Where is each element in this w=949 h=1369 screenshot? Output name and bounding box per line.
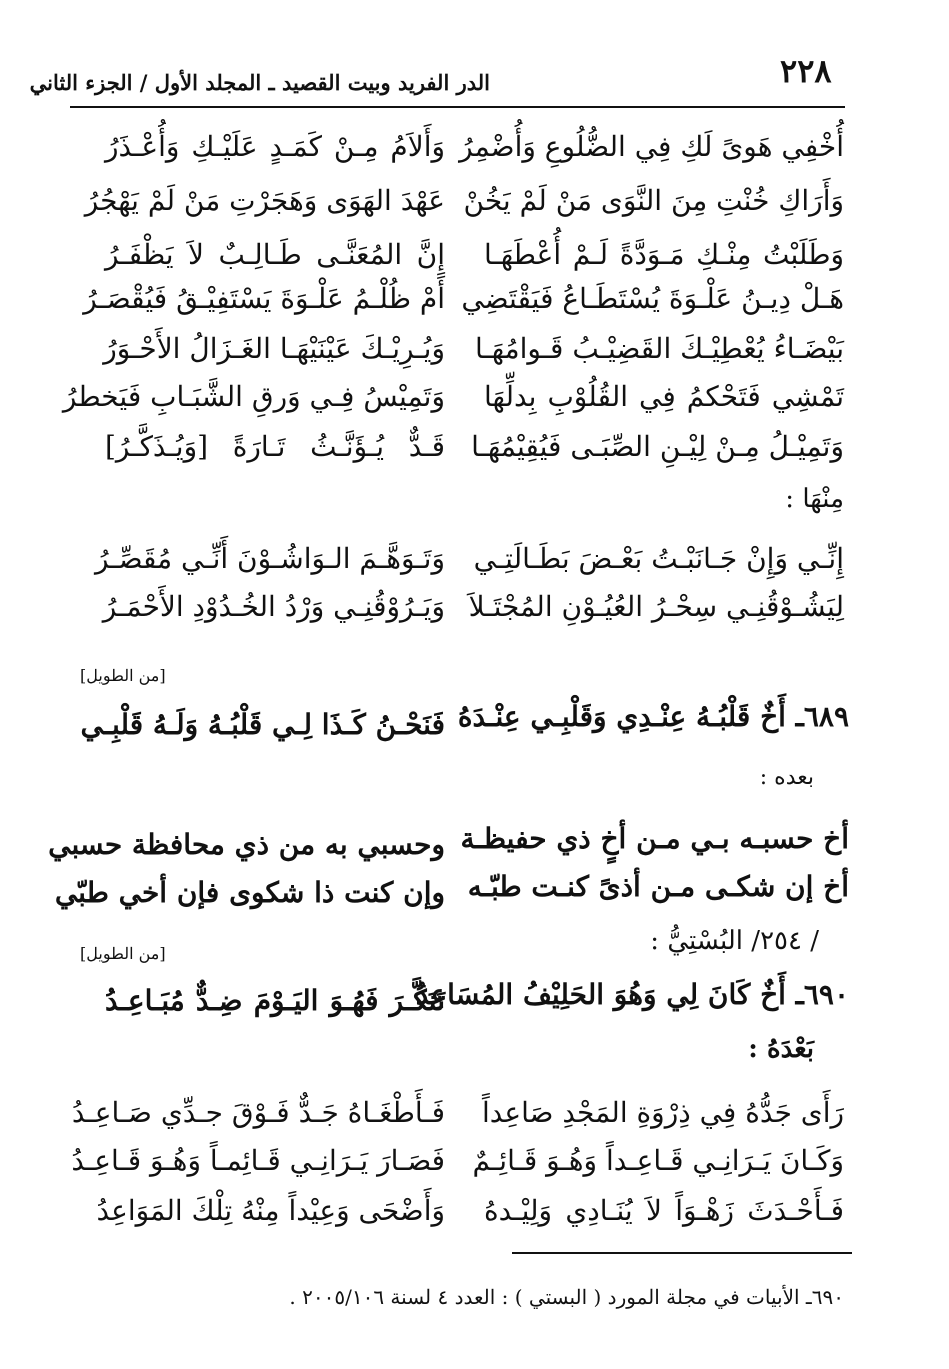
- verse-second-hemistich: تَنَكَّـرَ فَهُـوَ اليَـوْمَ ضِـدٌّ مُبَـاعِـدُ: [105, 984, 445, 1017]
- verse-first-hemistich: هَـلْ دِيـنُ عَلْـوَةَ يُسْتَطَـاعُ فَيَقْتَضِي: [461, 282, 844, 315]
- verse-second-hemistich: عَهْدَ الهَوَى وَهَجَرْتِ مَنْ لَمْ يَهْجُرُ: [84, 184, 445, 217]
- after-label: بَعْدَهُ :: [748, 1034, 814, 1064]
- verse-first-hemistich: رَأَى جَدُّهُ فِي ذِرْوَةِ المَجْدِ صَاعِداً: [481, 1096, 844, 1129]
- verse-numbered-first-hemistich: ٦٨٩ـ أَخٌ قَلْبُـهُ عِنْـدِي وَقَلْبِـي عِنْـدَهُ: [457, 700, 849, 733]
- verse-second-hemistich: وَيَـرُوْقُنِـي وَرْدُ الخُـدُوْدِ الأَحْمَـرُ: [102, 590, 445, 623]
- verse-first-hemistich: أُخْفِي هَوىً لَكِ فِي الضُّلُوعِ وَأُضْمِرُ: [459, 130, 844, 163]
- verse-second-hemistich: وَتَـوَهَّـمَ الـوَاشُـوْنَ أَنِّـي مُقَصِّـرُ: [95, 542, 445, 575]
- verse-first-hemistich: أخ حسبـه بـي مـن أخٍ ذي حفيظـة: [460, 822, 849, 855]
- verse-first-hemistich: وَكَـانَ يَـرَانِـي قَـاعِـداً وَهُـوَ قَـائِـمٌ: [472, 1144, 844, 1177]
- verse-second-hemistich: إِنَّ المُعَنَّـى طَـالِـبٌ لاَ يَظْفَـرُ: [105, 238, 445, 271]
- verse-first-hemistich: إِنِّـي وَإِنْ جَـانَبْـتُ بَعْـضَ بَطَـالَتِـي: [473, 542, 844, 575]
- verse-first-hemistich: أخ إن شكـى مـن أذىً كنـت طبّـه: [467, 870, 849, 903]
- verse-first-hemistich: وَأَرَاكِ خُنْتِ مِنَ النَّوَى مَنْ لَمْ يَخُنْ: [463, 184, 844, 217]
- verse-first-hemistich: وَتَمِيْـلُ مِـنْ لِيْـنِ الصِّبَـى فَيُقِيْمُهَـا: [471, 430, 844, 463]
- page-number: ٢٢٨: [780, 52, 832, 90]
- verse-first-hemistich: تَمْشِي فَتَحْكمُ فِي القُلُوْبِ بِدلِّهَا: [484, 380, 844, 413]
- minha-label: مِنْهَا :: [785, 484, 844, 514]
- verse-second-hemistich: وَتَمِيْسُ فِـي وَرقِ الشَّبَـابِ فَيَخطرُ: [62, 380, 445, 413]
- verse-first-hemistich: وَطَلَبْتُ مِنْـكِ مَـوَدَّةً لَـمْ أُعْطَهَـا: [484, 238, 844, 271]
- verse-second-hemistich: وَأَضْحَى وَعِيْداً مِنْهُ تِلْكَ المَوَاعِدُ: [96, 1194, 445, 1227]
- footnote-rule: [512, 1252, 852, 1254]
- header-rule: [70, 106, 845, 108]
- footnote: ٦٩٠ـ الأبيات في مجلة المورد ( البستي ) : العدد ٤ لسنة ٢٠٠٥/١٠٦ .: [289, 1285, 844, 1309]
- verse-second-hemistich: فَـأَطْغَـاهُ جَـدٌّ فَـوْقَ جـدِّي صَـاعِـدُ: [71, 1096, 445, 1129]
- meter-label: [من الطويل]: [80, 944, 166, 963]
- verse-second-hemistich: فَصَـارَ يَـرَانِـي قَـائِمـاً وَهُـوَ قَـاعِـدُ: [71, 1144, 445, 1177]
- verse-second-hemistich: وحسبي به من ذي محافظة حسبي: [48, 828, 445, 861]
- verse-second-hemistich: وَيُـرِيْـكَ عَيْنَيْهَـا الغَـزَالُ الأَحْـوَرُ: [103, 332, 445, 365]
- running-title: الدر الفريد وبيت القصيد ـ المجلد الأول / الجزء الثاني: [29, 70, 490, 95]
- verse-numbered-first-hemistich: ٦٩٠ـ أَخٌ كَانَ لِي وَهُوَ الحَلِيْفُ المُسَاعِدُ: [415, 978, 849, 1011]
- poet-attribution: / ٢٥٤/ البُسْتِيُّ :: [650, 926, 819, 956]
- verse-first-hemistich: فَـأَحْـدَثَ زَهْـوَاً لاَ يُنَـادِي وَلِيْـدهُ: [484, 1194, 844, 1227]
- after-label: بعده :: [759, 765, 814, 790]
- verse-second-hemistich: وَأَلاَمُ مِـنْ كَمَـدٍ عَلَيْـكِ وَأُعْـذَرُ: [105, 130, 445, 163]
- meter-label: [من الطويل]: [80, 666, 166, 685]
- verse-first-hemistich: بَيْضَـاءُ يُعْطِيْـكَ القَضِيْـبُ قَـوامُهَـا: [474, 332, 844, 365]
- verse-second-hemistich: فَنَحْـنُ كَـذَا لِـي قَلْبُـهُ وَلَـهُ قَلْبِـي: [80, 708, 445, 741]
- verse-first-hemistich: لِيَشُـوْقُنِـي سِحْـرُ العُيُـوْنِ المُجْتَـلاَ: [468, 590, 844, 623]
- verse-second-hemistich: أَمْ ظُلْـمُ عَلْـوَةَ يَسْتَفِيْـقُ فَيُقْصَـرُ: [83, 282, 445, 315]
- verse-second-hemistich: وإن كنت ذا شكوى فإن أخي طبّي: [54, 876, 445, 909]
- verse-second-hemistich: قَـدٌّ يُـؤَنَّـثُ تَـارَةً [وَيُـذَكَّـرُ]: [105, 430, 445, 463]
